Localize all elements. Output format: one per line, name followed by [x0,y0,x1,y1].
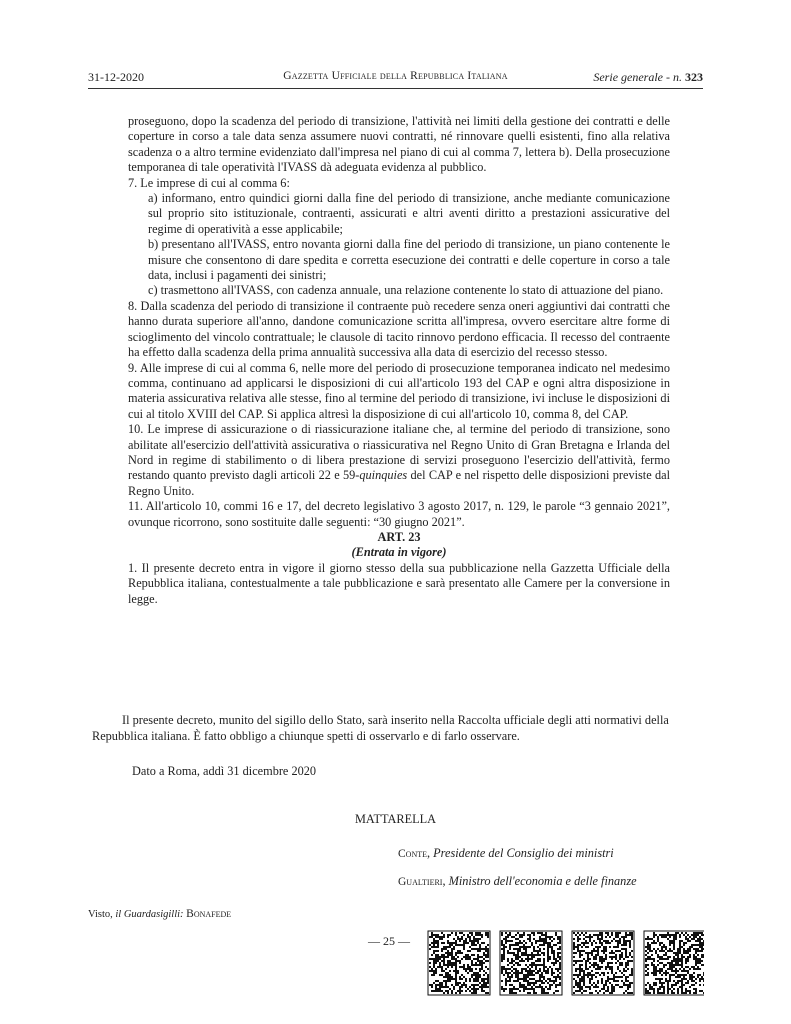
closing-formula [92,712,702,744]
document-body [128,114,670,607]
paragraph-10-text-b: del CAP e nel rispetto delle disposizioni previste dal Regno Unito. [128,468,670,498]
article-paragraph-1: 1. Il presente decreto entra in vigore il giorno stesso della sua pubblicazione nella Gazzetta Ufficiale della Repubblica italiana, contestualmente a tale pubblicazione e sarà presentato alle Camere per la conversione in legge. [128,560,670,606]
president-signature: MATTARELLA [355,812,436,826]
paragraph-9: 9. Alle imprese di cui al comma 6, nelle more del periodo di prosecuzione temporanea indicato nel medesimo comma, continuano ad applicarsi le disposizioni di cui all'articolo 193 del CAP e ogni altra disposizione in materia assicurativa relativa alle stesse, fino al termine del periodo di transizione, ivi incluse le disposizioni di cui al titolo XVIII del CAP. Si applica altresì la disposizione di cui all'articolo 10, comma 8, del CAP. [128,360,670,421]
paragraph-7c: c) trasmettono all'IVASS, con cadenza annuale, una relazione contenente lo stato di attuazione del piano. [148,283,664,298]
paragraph-7: 7. Le imprese di cui al comma 6: [128,175,290,190]
paragraph-10-italic: quinquies [359,468,408,483]
article-subheading: (Entrata in vigore) [351,545,447,560]
visto-name: Bonafede [186,908,232,920]
visto-prefix: Visto, [88,909,113,920]
qr-block-4 [644,931,704,995]
paragraph-7a: a) informano, entro quindici giorni dalla fine del periodo di transizione, anche mediante comunicazione sul proprio sito istituzionale, contraenti, assicurati e altri aventi diritto a prestazioni assicurative del regime di operatività a esse applicabile; [148,191,670,236]
paragraph-10 [128,422,670,499]
signature-conte-name: Conte [398,848,427,860]
header-series [593,70,703,85]
date-place: Dato a Roma, addì 31 dicembre 2020 [132,764,317,778]
visto-role: il Guardasigilli: [115,909,184,920]
paragraph-8: 8. Dalla scadenza del periodo di transizione il contraente può recedere senza oneri aggiuntivi dai contratti che hanno durata superiore all'anno, dandone comunicazione scritta all'impresa, ovvero esercitare altre forme di scioglimento del vincolo contrattuale; le clausole di tacito rinnovo perdono efficacia. Il recesso del contraente ha effetto dalla scadenza della prima annualità successiva alla data di esercizio del recesso stesso. [128,298,670,360]
header-date: 31-12-2020 [88,70,144,84]
paragraph-10-text-a: 10. Le imprese di assicurazione o di riassicurazione italiane che, al termine del periodo di transizione, sono abilitate all'esercizio dell'attività assicurativa o riassicurativa nel Regno Unito di Gran Bretagna e Irlanda del Nord in regime di stabilimento o di libera prestazione di servizi proseguono l'esercizio dell'attività, fermo restando quanto previsto dagli articoli 22 e 59- [128,422,670,483]
paragraph-continuation: proseguono, dopo la scadenza del periodo di transizione, l'attività nei limiti della gestione dei contratti e delle coperture in corso a tale data senza assumere nuovi contratti, né rinnovare quelli esistenti, fino alla relativa scadenza o a altro termine evidenziato dall'impresa nel piano di cui al comma 7, lettera b). Della prosecuzione temporanea di tale operatività l'IVASS dà adeguata evidenza al pubblico. [128,114,670,175]
issue-number: 323 [685,70,703,84]
visto-line [88,908,231,920]
signature-gualtieri: Gualtieri, Ministro dell'economia e delle finanze [398,874,637,888]
qr-block-1 [428,931,490,995]
signature-conte-role: Presidente del Consiglio dei ministri [433,846,614,860]
signature-gualtieri-name: Gualtieri [398,876,443,888]
qr-block-3 [572,931,634,995]
article-heading: ART. 23 [377,529,421,544]
paragraph-7b: b) presentano all'IVASS, entro novanta giorni dalla fine del periodo di transizione, un piano contenente le misure che consentono di dare spedita e corretta esecuzione dei contratti e delle coperture in corso a tale data, inclusi i pagamenti dei sinistri; [148,237,670,283]
header-rule [88,88,703,89]
paragraph-11: 11. All'articolo 10, commi 16 e 17, del decreto legislativo 3 agosto 2017, n. 129, le parole “3 gennaio 2021”, ovunque ricorrono, sono sostituite dalle seguenti: “30 giugno 2021”. [128,499,670,529]
signature-gualtieri-role: Ministro dell'economia e delle finanze [448,874,637,888]
series-label: Serie generale - n. [593,70,682,84]
page-number: — 25 — [368,934,410,948]
closing-text: Il presente decreto, munito del sigillo dello Stato, sarà inserito nella Raccolta ufficiale degli atti normativi della Repubblica italiana. È fatto obbligo a chiunque spetti di osservarlo e di farlo osservare. [92,713,669,743]
qr-code-strip [426,930,704,996]
signature-conte: Conte, Presidente del Consiglio dei ministri [398,846,614,860]
header-title: Gazzetta Ufficiale della Repubblica Italiana [283,70,508,82]
qr-block-2 [500,931,562,995]
page-header [88,70,703,92]
